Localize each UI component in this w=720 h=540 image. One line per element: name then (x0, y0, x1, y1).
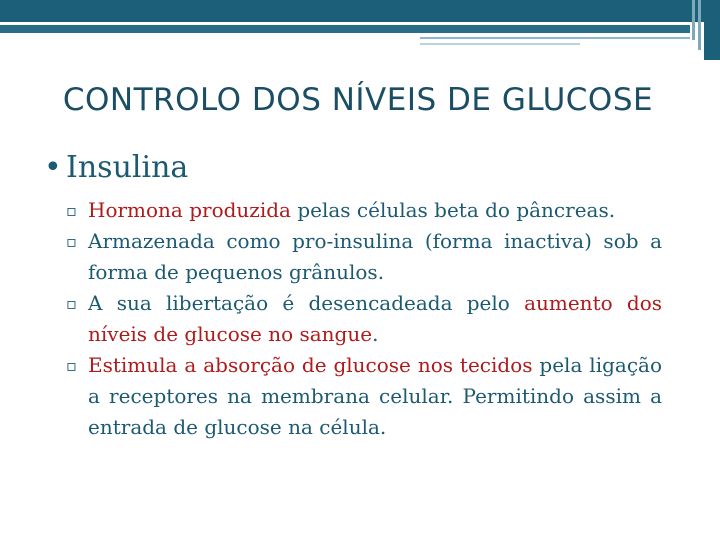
top-line-thin (420, 37, 690, 39)
corner-bar (704, 0, 720, 60)
sub-bullet-marker: ▫ (66, 294, 77, 313)
sub-bullet-marker: ▫ (66, 201, 77, 220)
list-item (66, 195, 662, 226)
item-text-highlight: Estimula a absorção de glucose nos tecidos (88, 353, 533, 377)
sub-bullet-marker: ▫ (66, 232, 77, 251)
bullet-text: Insulina (66, 150, 189, 185)
corner-bar (692, 0, 695, 40)
slide-title: CONTROLO DOS NÍVEIS DE GLUCOSE (62, 82, 654, 118)
top-band (0, 0, 720, 22)
list-item (66, 350, 662, 443)
sub-bullet-list (66, 195, 662, 443)
item-text: Armazenada como pro-insulina (forma inactiva) sob a forma de pequenos grânulos. (88, 229, 662, 284)
item-text: . (372, 322, 379, 346)
sub-bullet-marker: ▫ (66, 356, 77, 375)
top-line-thin-short (420, 43, 580, 45)
corner-bar (698, 0, 701, 50)
top-line (0, 25, 690, 33)
list-item (66, 226, 662, 288)
item-text-highlight: Hormona produzida (88, 198, 291, 222)
item-text: A sua libertação é desencadeada pelo (88, 291, 525, 315)
item-text: pelas células beta do pâncreas. (290, 198, 616, 222)
bullet-marker: • (44, 150, 62, 185)
bullet-insulina (44, 150, 188, 185)
item-text-highlight: aumento dos níveis de glucose no sangue (88, 291, 662, 346)
item-text: pela ligação a receptores na membrana celular. Permitindo assim a entrada de glucose na célula. (88, 353, 662, 439)
list-item (66, 288, 662, 350)
